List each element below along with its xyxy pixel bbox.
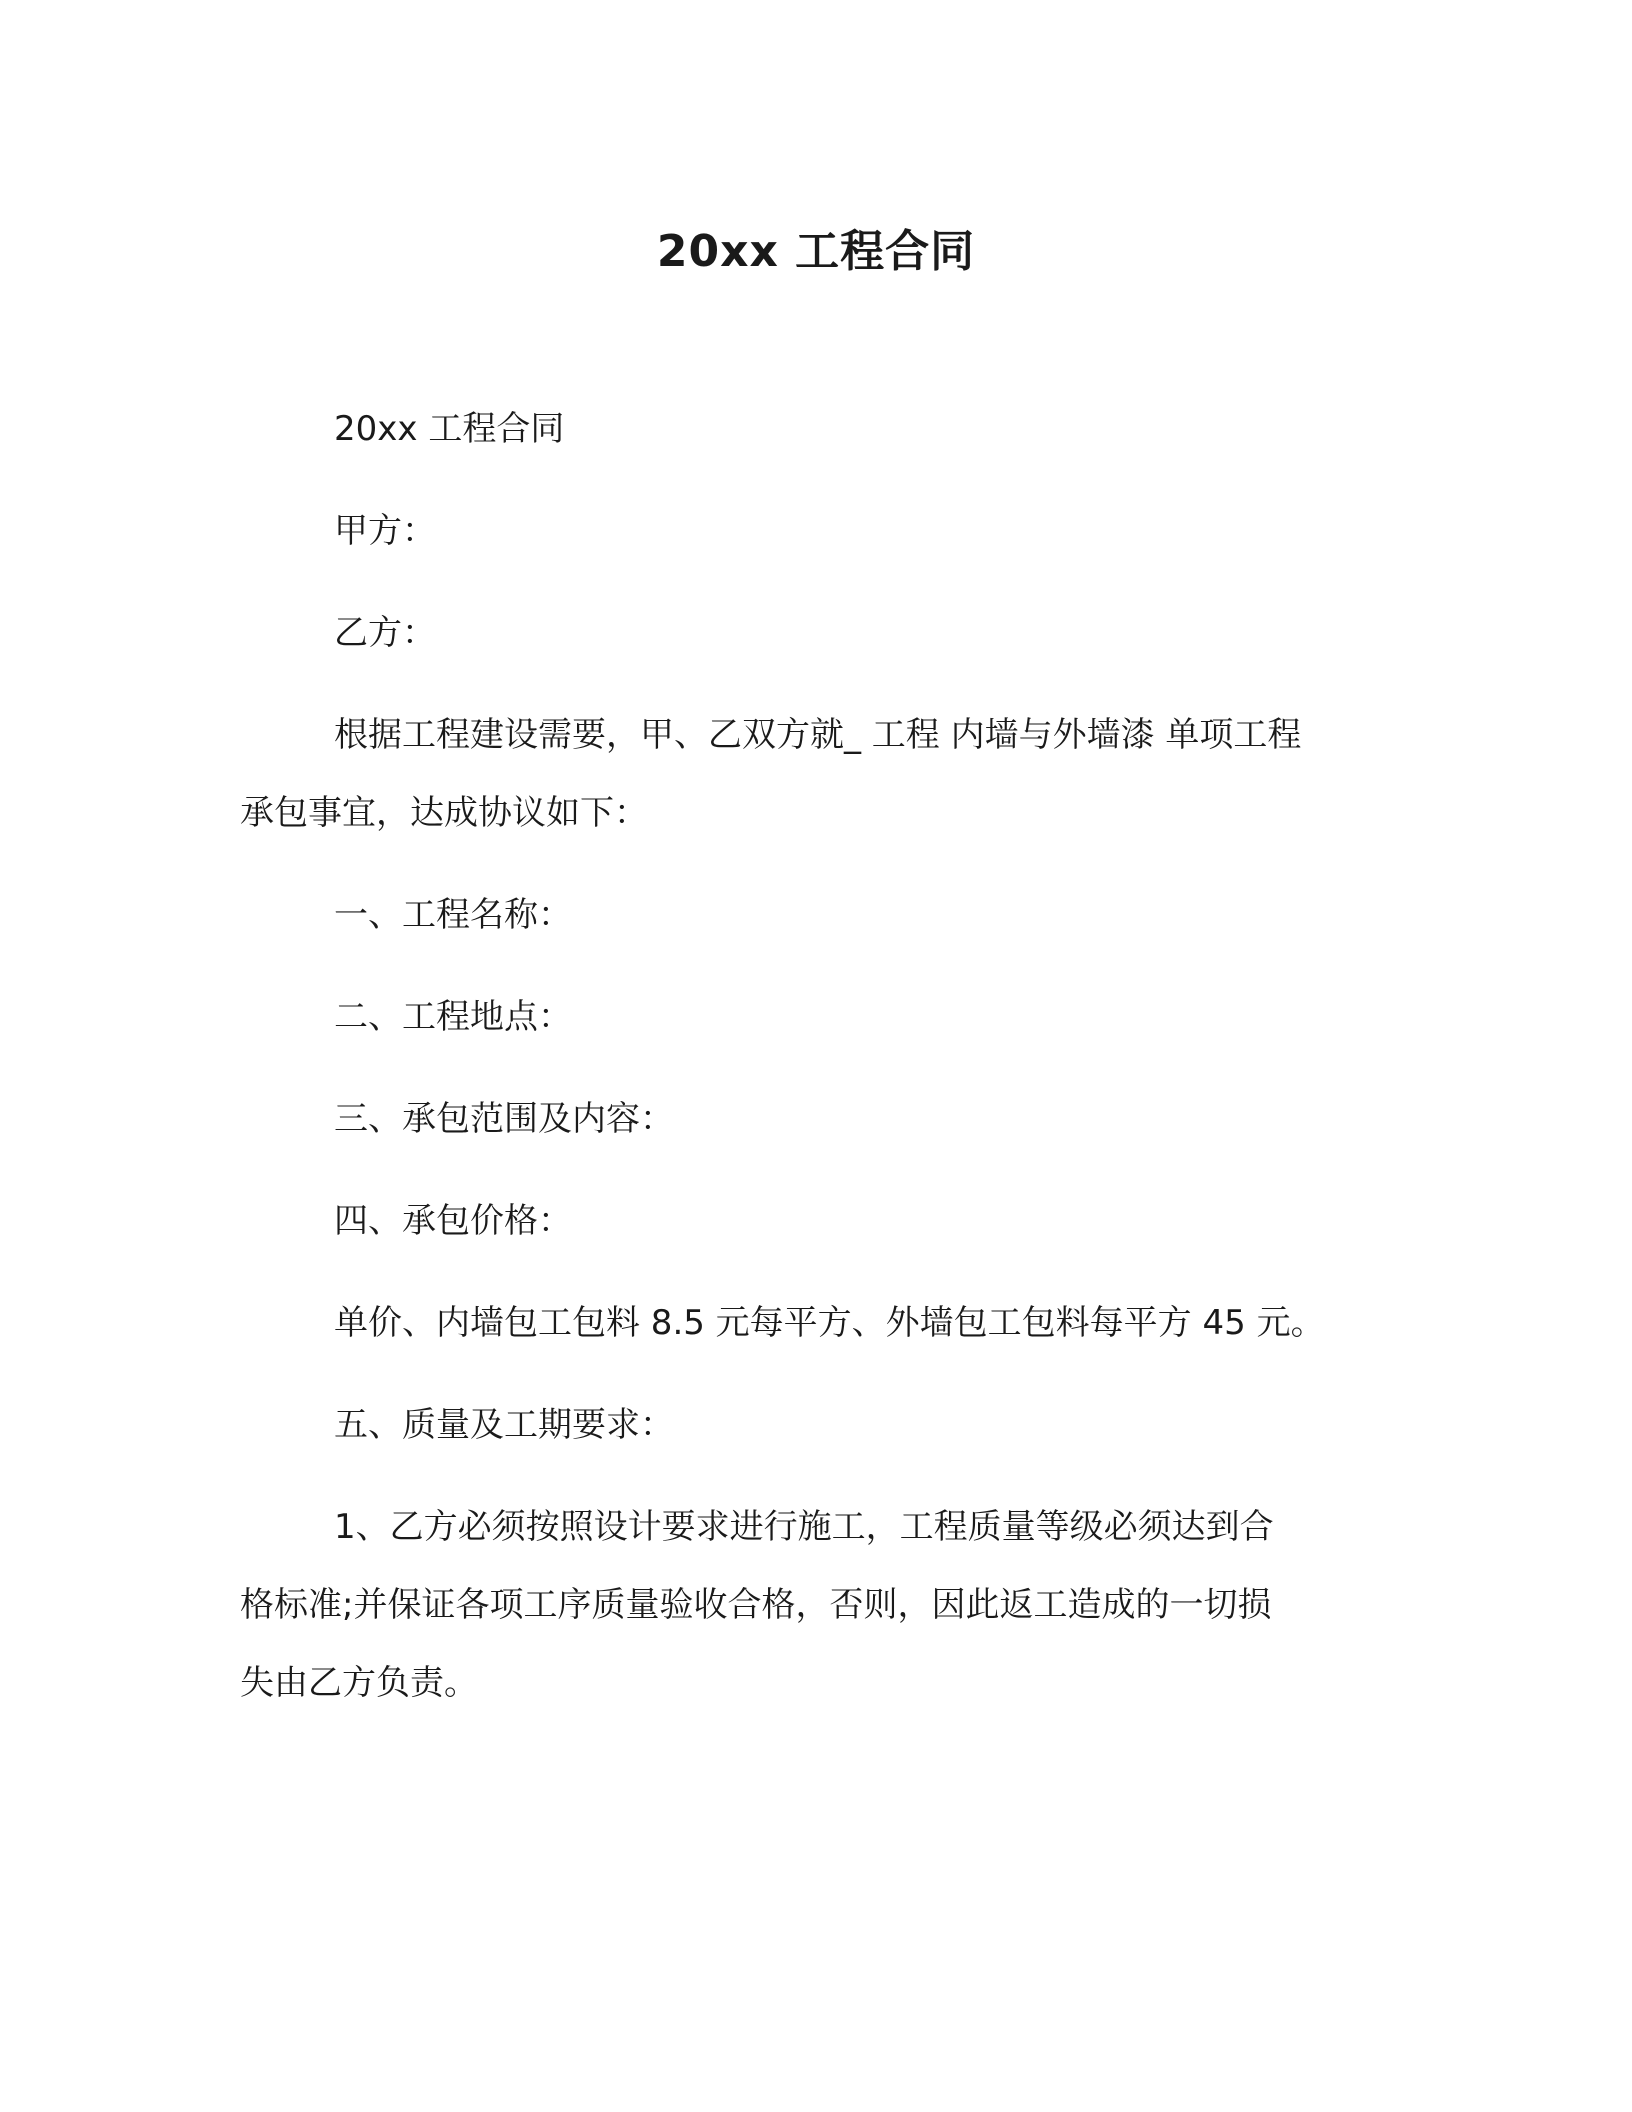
quality-heading-line: 五、质量及工期要求： xyxy=(334,1405,674,1445)
quality-clause-paragraph xyxy=(240,1488,1420,1722)
quality-clause-line-3: 失由乙方负责。 xyxy=(240,1663,478,1703)
project-location-paragraph xyxy=(240,978,1420,1056)
party-b-line: 乙方： xyxy=(334,613,436,653)
paragraph-heading xyxy=(240,390,1420,468)
quality-clause-line-1: 1、乙方必须按照设计要求进行施工，工程质量等级必须达到合 xyxy=(334,1507,1274,1547)
price-heading-line: 四、承包价格： xyxy=(334,1201,572,1241)
unit-price-paragraph xyxy=(240,1284,1420,1362)
subtitle-line: 20xx 工程合同 xyxy=(334,409,565,449)
agreement-intro-line-2: 承包事宜，达成协议如下： xyxy=(240,793,648,833)
scope-paragraph xyxy=(240,1080,1420,1158)
project-location-line: 二、工程地点： xyxy=(334,997,572,1037)
quality-heading-paragraph xyxy=(240,1386,1420,1464)
price-heading-paragraph xyxy=(240,1182,1420,1260)
unit-price-line: 单价、内墙包工包料 8.5 元每平方、外墙包工包料每平方 45 元。 xyxy=(334,1303,1325,1343)
party-a-paragraph xyxy=(240,492,1420,570)
party-b-paragraph xyxy=(240,594,1420,672)
party-a-line: 甲方： xyxy=(334,511,436,551)
agreement-intro-paragraph xyxy=(240,696,1420,852)
scope-line: 三、承包范围及内容： xyxy=(334,1099,674,1139)
project-name-line: 一、工程名称： xyxy=(334,895,572,935)
project-name-paragraph xyxy=(240,876,1420,954)
document-title: 20xx 工程合同 xyxy=(656,226,976,277)
agreement-intro-line-1: 根据工程建设需要，甲、乙双方就_ 工程 内墙与外墙漆 单项工程 xyxy=(334,715,1302,755)
quality-clause-line-2: 格标准;并保证各项工序质量验收合格，否则，因此返工造成的一切损 xyxy=(240,1585,1272,1625)
